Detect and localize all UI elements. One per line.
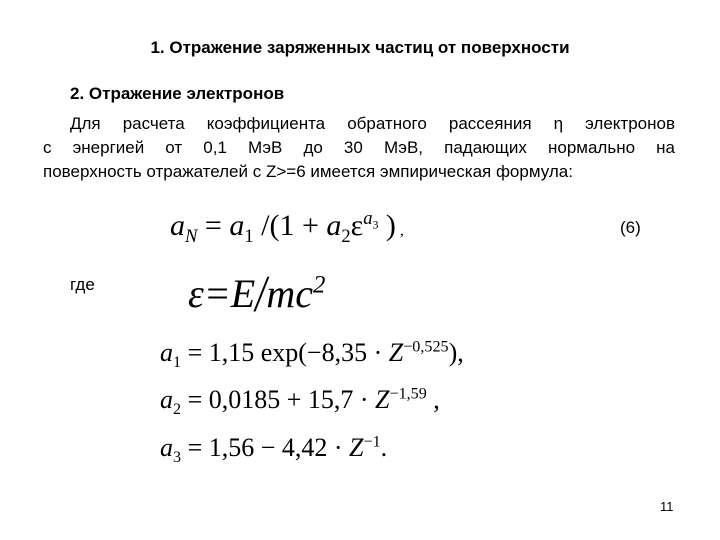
coefficient-a3	[160, 433, 387, 467]
formula-symbol: Z	[349, 433, 364, 462]
formula-expression: = 1,15 exp(−8,35 ·	[181, 338, 389, 367]
formula-subscript: 3	[372, 219, 379, 232]
formula-subscript: 1	[244, 226, 254, 247]
equation-number: (6)	[620, 218, 641, 237]
formula-symbol: E	[230, 271, 256, 316]
epsilon-definition	[188, 264, 326, 323]
formula-operator: )	[378, 209, 396, 242]
paragraph-line: поверхность отражателей с Z>=6 имеется эмпирическая формула:	[43, 162, 573, 181]
formula-symbol: a	[160, 338, 173, 367]
paragraph-line: Для расчета коэффициента обратного рассеяния η электронов	[70, 114, 675, 133]
formula-superscript: −1	[363, 433, 381, 451]
body-paragraph	[43, 112, 675, 184]
slide-title: 1. Отражение заряженных частиц от поверхности	[150, 38, 570, 57]
paragraph-line: с энергией от 0,1 МэВ до 30 МэВ, падающих нормально на	[43, 138, 675, 157]
formula-operator: /	[255, 264, 267, 323]
formula-subscript: 1	[173, 354, 182, 372]
formula-symbol: Z	[388, 338, 404, 367]
formula-operator: /(1 +	[253, 209, 327, 242]
formula-subscript: 2	[173, 401, 182, 419]
formula-symbol: a	[170, 209, 185, 242]
formula-superscript: 2	[312, 271, 326, 299]
formula-subscript: 2	[341, 226, 351, 247]
formula-expression: ),	[448, 338, 464, 367]
formula-symbol: a	[160, 385, 173, 414]
formula-operator: =	[203, 271, 231, 316]
where-label: где	[70, 275, 95, 294]
formula-operator: =	[197, 209, 230, 242]
formula-superscript: −1,59	[389, 385, 427, 403]
formula-symbol: Z	[375, 385, 390, 414]
formula-symbol: mc	[266, 271, 313, 316]
formula-expression: .	[380, 433, 388, 462]
coefficient-a2	[160, 385, 440, 419]
formula-symbol: a	[160, 433, 173, 462]
formula-symbol: a	[363, 208, 373, 229]
formula-symbol: ε	[188, 271, 204, 316]
formula-trail: ,	[426, 385, 440, 414]
formula-expression: = 1,56 − 4,42 ·	[181, 433, 350, 462]
formula-symbol: a	[229, 209, 245, 242]
formula-symbol: a	[326, 209, 342, 242]
formula-superscript: −0,525	[403, 338, 449, 356]
formula-subscript: 3	[173, 449, 182, 467]
formula-comma: ,	[395, 222, 404, 239]
section-heading: 2. Отражение электронов	[70, 84, 285, 103]
formula-subscript: N	[185, 226, 198, 247]
formula-6	[170, 208, 404, 248]
formula-expression: = 0,0185 + 15,7 ·	[181, 385, 376, 414]
coefficient-a1	[160, 338, 464, 372]
page-number: 11	[660, 499, 674, 514]
formula-symbol: ε	[350, 209, 364, 242]
